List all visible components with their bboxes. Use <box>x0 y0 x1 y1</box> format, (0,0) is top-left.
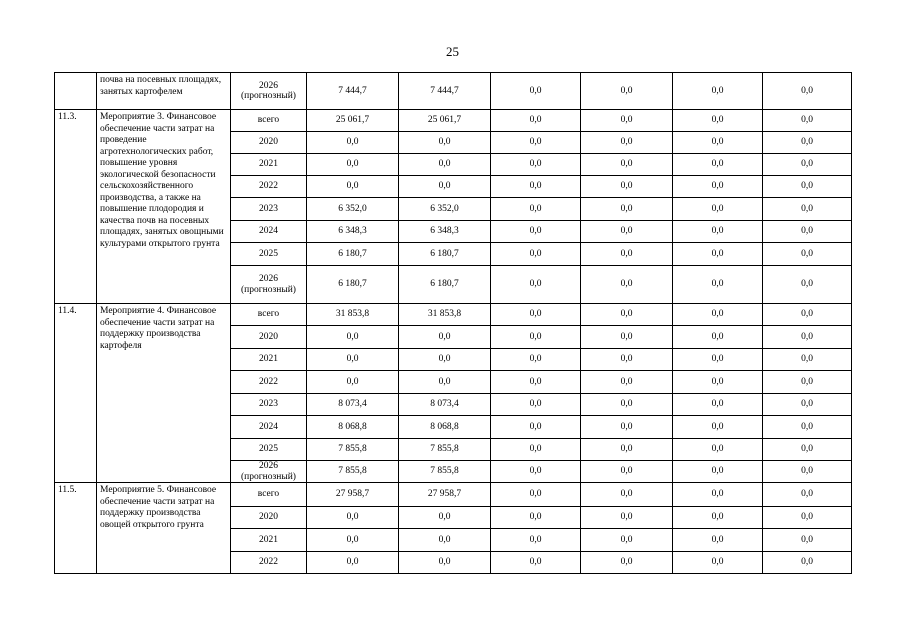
value-cell: 0,0 <box>581 266 673 304</box>
year-cell: 2026 (прогнозный) <box>231 266 307 304</box>
value-cell: 27 958,7 <box>307 483 399 507</box>
year-cell: 2021 <box>231 529 307 552</box>
value-cell: 0,0 <box>581 349 673 371</box>
value-cell: 0,0 <box>307 132 399 154</box>
value-cell: 0,0 <box>399 176 491 198</box>
table-row <box>55 304 852 326</box>
value-cell: 0,0 <box>763 507 852 529</box>
value-cell: 31 853,8 <box>307 304 399 326</box>
value-cell: 0,0 <box>763 483 852 507</box>
value-cell: 0,0 <box>491 483 581 507</box>
value-cell: 0,0 <box>581 73 673 110</box>
value-cell: 0,0 <box>307 371 399 394</box>
value-cell: 0,0 <box>673 304 763 326</box>
table-row <box>55 483 852 507</box>
value-cell: 0,0 <box>673 176 763 198</box>
value-cell: 0,0 <box>581 507 673 529</box>
value-cell: 8 068,8 <box>307 416 399 439</box>
value-cell: 0,0 <box>581 176 673 198</box>
item-number: 11.3. <box>55 110 97 304</box>
value-cell: 0,0 <box>399 154 491 176</box>
table-row <box>55 73 852 110</box>
value-cell: 31 853,8 <box>399 304 491 326</box>
year-cell: 2021 <box>231 154 307 176</box>
value-cell: 27 958,7 <box>399 483 491 507</box>
value-cell: 0,0 <box>673 552 763 574</box>
value-cell: 0,0 <box>763 266 852 304</box>
value-cell: 0,0 <box>581 371 673 394</box>
value-cell: 0,0 <box>399 507 491 529</box>
value-cell: 0,0 <box>491 461 581 483</box>
value-cell: 0,0 <box>673 394 763 416</box>
value-cell: 0,0 <box>763 221 852 243</box>
value-cell: 0,0 <box>491 304 581 326</box>
value-cell: 0,0 <box>673 461 763 483</box>
value-cell: 0,0 <box>763 349 852 371</box>
value-cell: 0,0 <box>491 439 581 461</box>
value-cell: 0,0 <box>673 154 763 176</box>
value-cell: 0,0 <box>307 507 399 529</box>
value-cell: 0,0 <box>763 198 852 221</box>
value-cell: 0,0 <box>307 529 399 552</box>
value-cell: 0,0 <box>491 552 581 574</box>
value-cell: 6 180,7 <box>399 266 491 304</box>
value-cell: 0,0 <box>673 326 763 349</box>
value-cell: 0,0 <box>763 73 852 110</box>
value-cell: 7 855,8 <box>399 439 491 461</box>
year-cell: всего <box>231 483 307 507</box>
value-cell: 0,0 <box>399 326 491 349</box>
value-cell: 0,0 <box>581 326 673 349</box>
value-cell: 0,0 <box>673 371 763 394</box>
value-cell: 0,0 <box>491 349 581 371</box>
value-cell: 7 855,8 <box>307 461 399 483</box>
value-cell: 0,0 <box>491 221 581 243</box>
value-cell: 8 073,4 <box>307 394 399 416</box>
value-cell: 6 180,7 <box>399 243 491 266</box>
value-cell: 0,0 <box>673 507 763 529</box>
value-cell: 0,0 <box>491 176 581 198</box>
year-cell: 2022 <box>231 176 307 198</box>
value-cell: 0,0 <box>673 416 763 439</box>
value-cell: 0,0 <box>581 132 673 154</box>
value-cell: 0,0 <box>581 198 673 221</box>
item-description: почва на посевных площадях, занятых картофелем <box>97 73 231 110</box>
value-cell: 0,0 <box>491 529 581 552</box>
value-cell: 0,0 <box>307 176 399 198</box>
item-description: Мероприятие 5. Финансовое обеспечение части затрат на поддержку производства овощей открытого грунта <box>97 483 231 574</box>
value-cell: 6 352,0 <box>399 198 491 221</box>
value-cell: 0,0 <box>399 552 491 574</box>
value-cell: 0,0 <box>673 132 763 154</box>
value-cell: 25 061,7 <box>399 110 491 132</box>
item-number: 11.5. <box>55 483 97 574</box>
year-cell: 2022 <box>231 552 307 574</box>
value-cell: 6 180,7 <box>307 243 399 266</box>
value-cell: 0,0 <box>673 243 763 266</box>
year-cell: 2023 <box>231 198 307 221</box>
value-cell: 7 855,8 <box>307 439 399 461</box>
value-cell: 25 061,7 <box>307 110 399 132</box>
value-cell: 0,0 <box>673 349 763 371</box>
value-cell: 0,0 <box>581 110 673 132</box>
value-cell: 0,0 <box>673 529 763 552</box>
value-cell: 6 352,0 <box>307 198 399 221</box>
value-cell: 0,0 <box>763 243 852 266</box>
value-cell: 0,0 <box>581 529 673 552</box>
value-cell: 0,0 <box>491 110 581 132</box>
year-cell: всего <box>231 304 307 326</box>
value-cell: 0,0 <box>581 483 673 507</box>
value-cell: 0,0 <box>673 198 763 221</box>
value-cell: 0,0 <box>763 439 852 461</box>
value-cell: 0,0 <box>307 349 399 371</box>
value-cell: 0,0 <box>673 73 763 110</box>
value-cell: 0,0 <box>491 132 581 154</box>
value-cell: 0,0 <box>673 221 763 243</box>
value-cell: 0,0 <box>763 132 852 154</box>
year-cell: 2023 <box>231 394 307 416</box>
item-description: Мероприятие 4. Финансовое обеспечение части затрат на поддержку производства картофеля <box>97 304 231 483</box>
value-cell: 0,0 <box>581 243 673 266</box>
value-cell: 0,0 <box>581 304 673 326</box>
value-cell: 8 073,4 <box>399 394 491 416</box>
value-cell: 0,0 <box>763 529 852 552</box>
value-cell: 0,0 <box>307 154 399 176</box>
item-number <box>55 73 97 110</box>
value-cell: 0,0 <box>491 326 581 349</box>
value-cell: 0,0 <box>673 439 763 461</box>
year-cell: 2024 <box>231 221 307 243</box>
value-cell: 0,0 <box>491 416 581 439</box>
value-cell: 0,0 <box>763 394 852 416</box>
value-cell: 7 444,7 <box>399 73 491 110</box>
value-cell: 0,0 <box>491 507 581 529</box>
value-cell: 0,0 <box>763 371 852 394</box>
year-cell: 2020 <box>231 507 307 529</box>
value-cell: 0,0 <box>763 326 852 349</box>
year-cell: 2021 <box>231 349 307 371</box>
value-cell: 0,0 <box>763 416 852 439</box>
value-cell: 0,0 <box>399 371 491 394</box>
value-cell: 0,0 <box>581 416 673 439</box>
value-cell: 0,0 <box>491 371 581 394</box>
value-cell: 6 348,3 <box>307 221 399 243</box>
value-cell: 6 348,3 <box>399 221 491 243</box>
value-cell: 0,0 <box>399 529 491 552</box>
year-cell: 2024 <box>231 416 307 439</box>
value-cell: 6 180,7 <box>307 266 399 304</box>
year-cell: 2026 (прогнозный) <box>231 461 307 483</box>
value-cell: 0,0 <box>581 439 673 461</box>
value-cell: 0,0 <box>307 326 399 349</box>
value-cell: 0,0 <box>763 461 852 483</box>
item-description: Мероприятие 3. Финансовое обеспечение части затрат на проведение агротехнологических работ, повышение уровня экологической безопасности сельскохозяйственного производства, а также на повышение плодородия и качества почв на посевных площадях, занятых овощными культурами открытого грунта <box>97 110 231 304</box>
value-cell: 0,0 <box>399 132 491 154</box>
value-cell: 0,0 <box>581 552 673 574</box>
value-cell: 0,0 <box>307 552 399 574</box>
value-cell: 7 444,7 <box>307 73 399 110</box>
year-cell: всего <box>231 110 307 132</box>
value-cell: 0,0 <box>399 349 491 371</box>
year-cell: 2022 <box>231 371 307 394</box>
value-cell: 0,0 <box>491 73 581 110</box>
value-cell: 0,0 <box>491 154 581 176</box>
value-cell: 0,0 <box>581 394 673 416</box>
value-cell: 0,0 <box>763 110 852 132</box>
year-cell: 2026 (прогнозный) <box>231 73 307 110</box>
year-cell: 2025 <box>231 243 307 266</box>
value-cell: 7 855,8 <box>399 461 491 483</box>
value-cell: 0,0 <box>763 552 852 574</box>
value-cell: 0,0 <box>491 394 581 416</box>
value-cell: 0,0 <box>581 221 673 243</box>
value-cell: 0,0 <box>491 243 581 266</box>
value-cell: 0,0 <box>673 266 763 304</box>
year-cell: 2020 <box>231 326 307 349</box>
value-cell: 0,0 <box>763 176 852 198</box>
value-cell: 0,0 <box>673 110 763 132</box>
value-cell: 0,0 <box>581 461 673 483</box>
value-cell: 0,0 <box>491 266 581 304</box>
value-cell: 0,0 <box>491 198 581 221</box>
item-number: 11.4. <box>55 304 97 483</box>
value-cell: 0,0 <box>763 304 852 326</box>
table-row <box>55 110 852 132</box>
budget-table <box>54 72 852 574</box>
value-cell: 0,0 <box>763 154 852 176</box>
value-cell: 8 068,8 <box>399 416 491 439</box>
value-cell: 0,0 <box>581 154 673 176</box>
year-cell: 2020 <box>231 132 307 154</box>
value-cell: 0,0 <box>673 483 763 507</box>
year-cell: 2025 <box>231 439 307 461</box>
page-number: 25 <box>446 44 459 59</box>
